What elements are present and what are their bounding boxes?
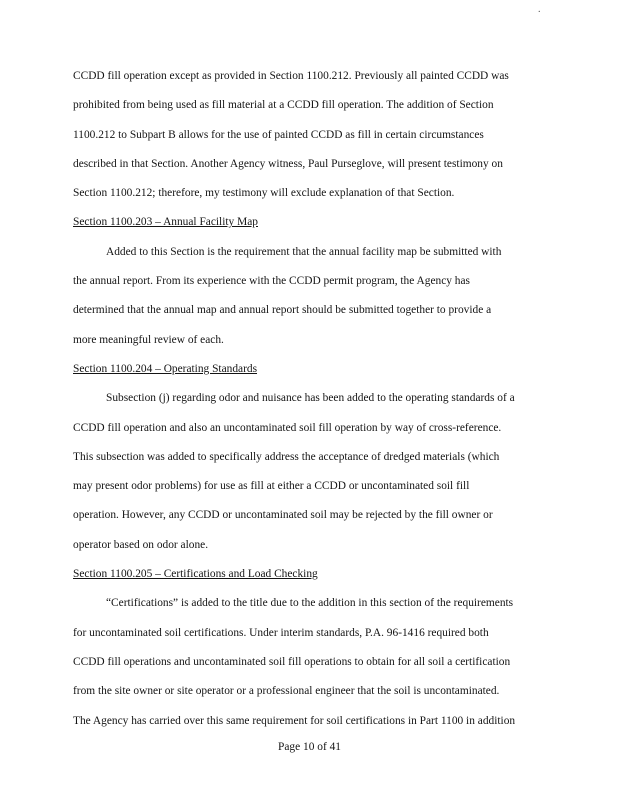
text-line: CCDD fill operation except as provided in Section 1100.212. Previously all painted CCDD was	[73, 70, 509, 82]
text-line: 1100.212 to Subpart B allows for the use of painted CCDD as fill in certain circumstances	[73, 128, 484, 141]
page-number: Page 10 of 41	[278, 741, 341, 753]
text-line: from the site owner or site operator or a professional engineer that the soil is uncontaminated.	[73, 685, 500, 698]
paragraph	[73, 384, 551, 560]
text-line: This subsection was added to specifically address the acceptance of dredged materials (which	[73, 450, 500, 463]
paragraph	[73, 62, 551, 208]
section-heading	[73, 560, 551, 589]
section-heading-text: Section 1100.204 – Operating Standards	[73, 362, 258, 375]
text-line: described in that Section. Another Agency witness, Paul Purseglove, will present testimony on	[73, 157, 503, 170]
section-heading	[73, 208, 551, 237]
section-heading-text: Section 1100.203 – Annual Facility Map	[73, 216, 258, 229]
text-line: operation. However, any CCDD or uncontaminated soil may be rejected by the fill owner or	[73, 509, 493, 522]
text-line: Section 1100.212; therefore, my testimony will exclude explanation of that Section.	[73, 187, 455, 200]
text-line: “Certifications” is added to the title due to the addition in this section of the requirements	[106, 597, 514, 610]
corner-mark: .	[538, 4, 541, 15]
text-line: CCDD fill operation and also an uncontaminated soil fill operation by way of cross-reference.	[73, 421, 502, 434]
text-line: the annual report. From its experience with the CCDD permit program, the Agency has	[73, 275, 470, 288]
paragraph	[73, 238, 551, 355]
text-line: prohibited from being used as fill material at a CCDD fill operation. The addition of Section	[73, 99, 494, 112]
text-line: determined that the annual map and annual report should be submitted together to provide a	[73, 304, 492, 317]
text-line: for uncontaminated soil certifications. Under interim standards, P.A. 96-1416 required both	[73, 626, 489, 639]
text-line: Subsection (j) regarding odor and nuisance has been added to the operating standards of a	[106, 392, 515, 405]
document-body	[73, 62, 551, 736]
text-line: Added to this Section is the requirement that the annual facility map be submitted with	[106, 245, 502, 258]
text-line: may present odor problems) for use as fill at either a CCDD or uncontaminated soil fill	[73, 480, 470, 493]
text-line: more meaningful review of each.	[73, 333, 224, 346]
text-line: CCDD fill operations and uncontaminated soil fill operations to obtain for all soil a certification	[73, 655, 511, 668]
text-line: operator based on odor alone.	[73, 538, 209, 551]
section-heading	[73, 355, 551, 384]
section-heading-text: Section 1100.205 – Certifications and Load Checking	[73, 568, 318, 581]
paragraph	[73, 589, 551, 735]
text-line: The Agency has carried over this same requirement for soil certifications in Part 1100 in addition	[73, 714, 516, 727]
